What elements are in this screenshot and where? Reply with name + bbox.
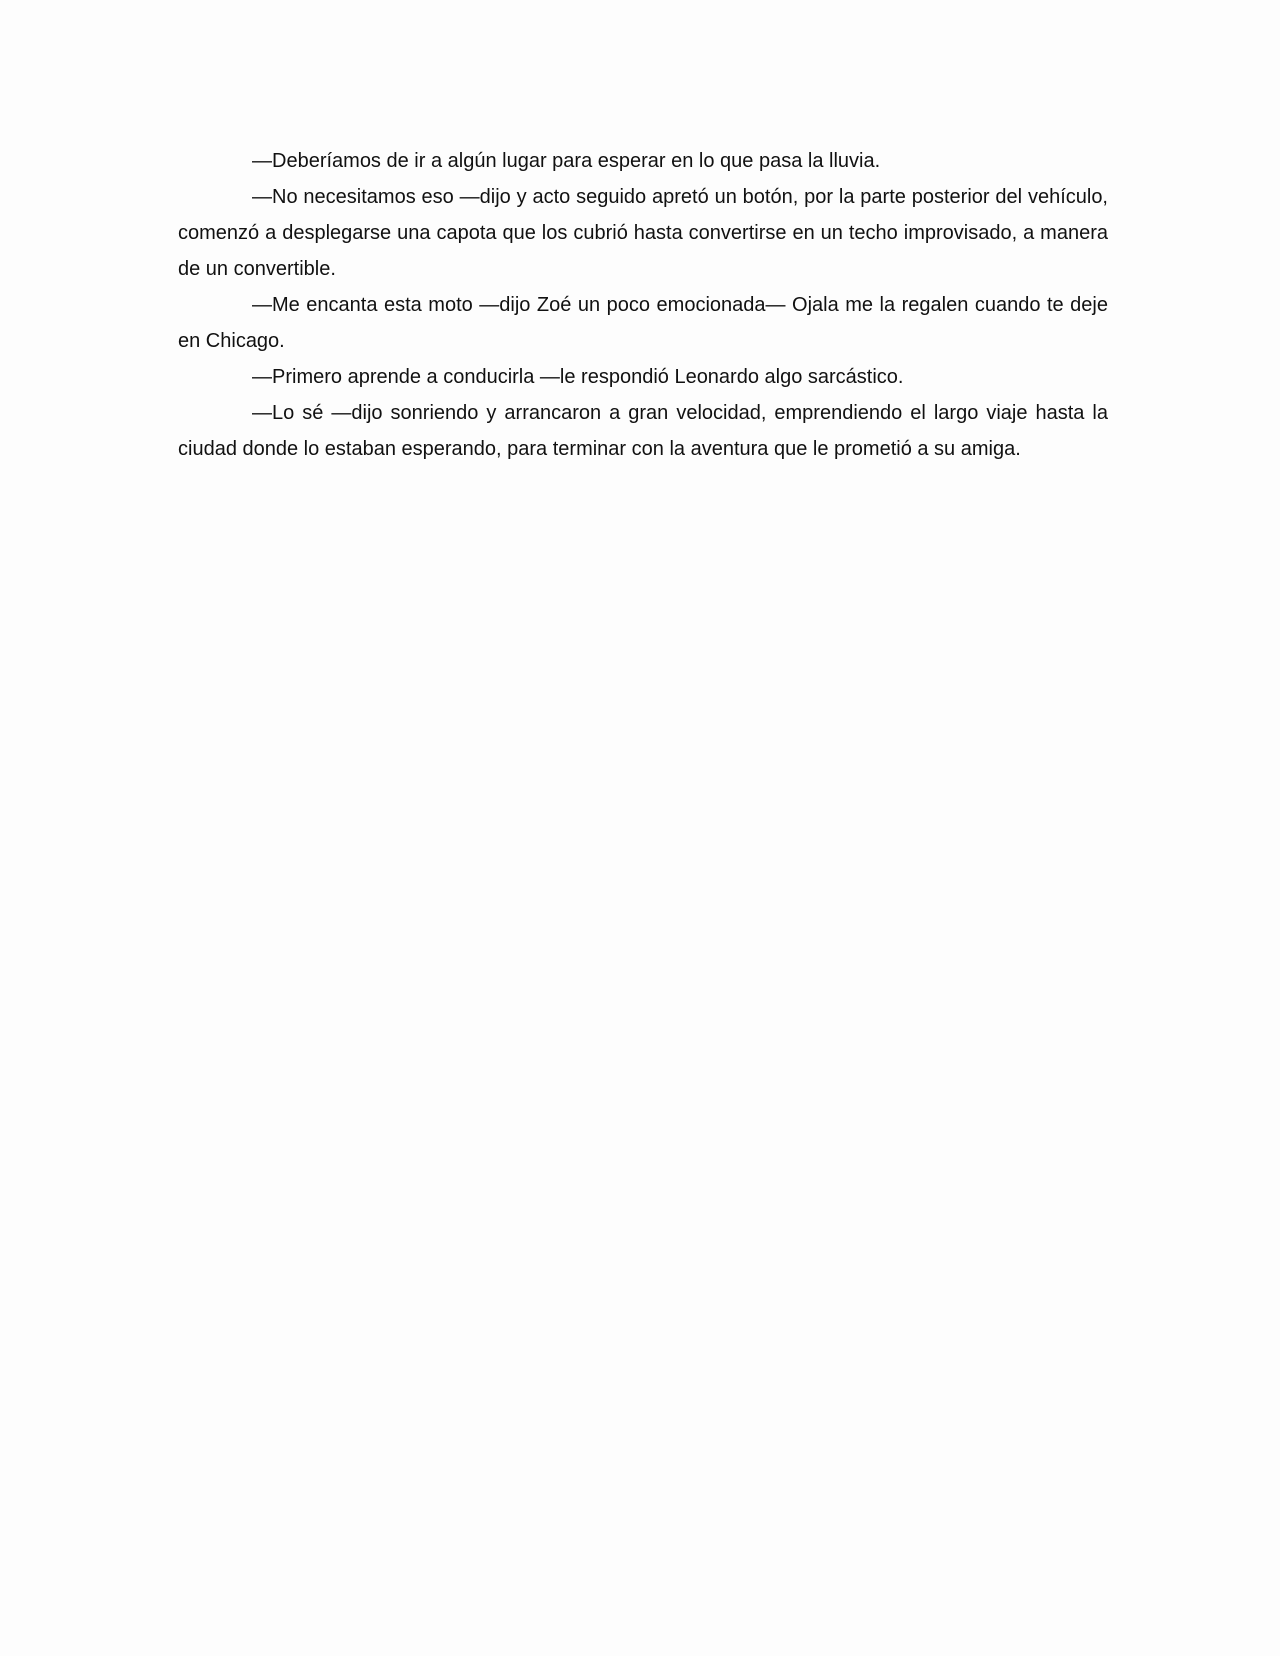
- paragraph: —No necesitamos eso —dijo y acto seguido apretó un botón, por la parte posterior del vehículo, comenzó a desplegarse una capota que los cubrió hasta convertirse en un techo improvisado, a manera de un convertible.: [178, 186, 1108, 280]
- paragraph: —Deberíamos de ir a algún lugar para esperar en lo que pasa la lluvia.: [252, 150, 881, 172]
- paragraph: —Lo sé —dijo sonriendo y arrancaron a gran velocidad, emprendiendo el largo viaje hasta la ciudad donde lo estaban esperando, para terminar con la aventura que le prometió a su amiga.: [178, 402, 1108, 460]
- paragraph: —Me encanta esta moto —dijo Zoé un poco emocionada— Ojala me la regalen cuando te deje en Chicago.: [178, 294, 1108, 352]
- paragraph: —Primero aprende a conducirla —le respondió Leonardo algo sarcástico.: [252, 366, 904, 388]
- document-body: [178, 143, 1108, 467]
